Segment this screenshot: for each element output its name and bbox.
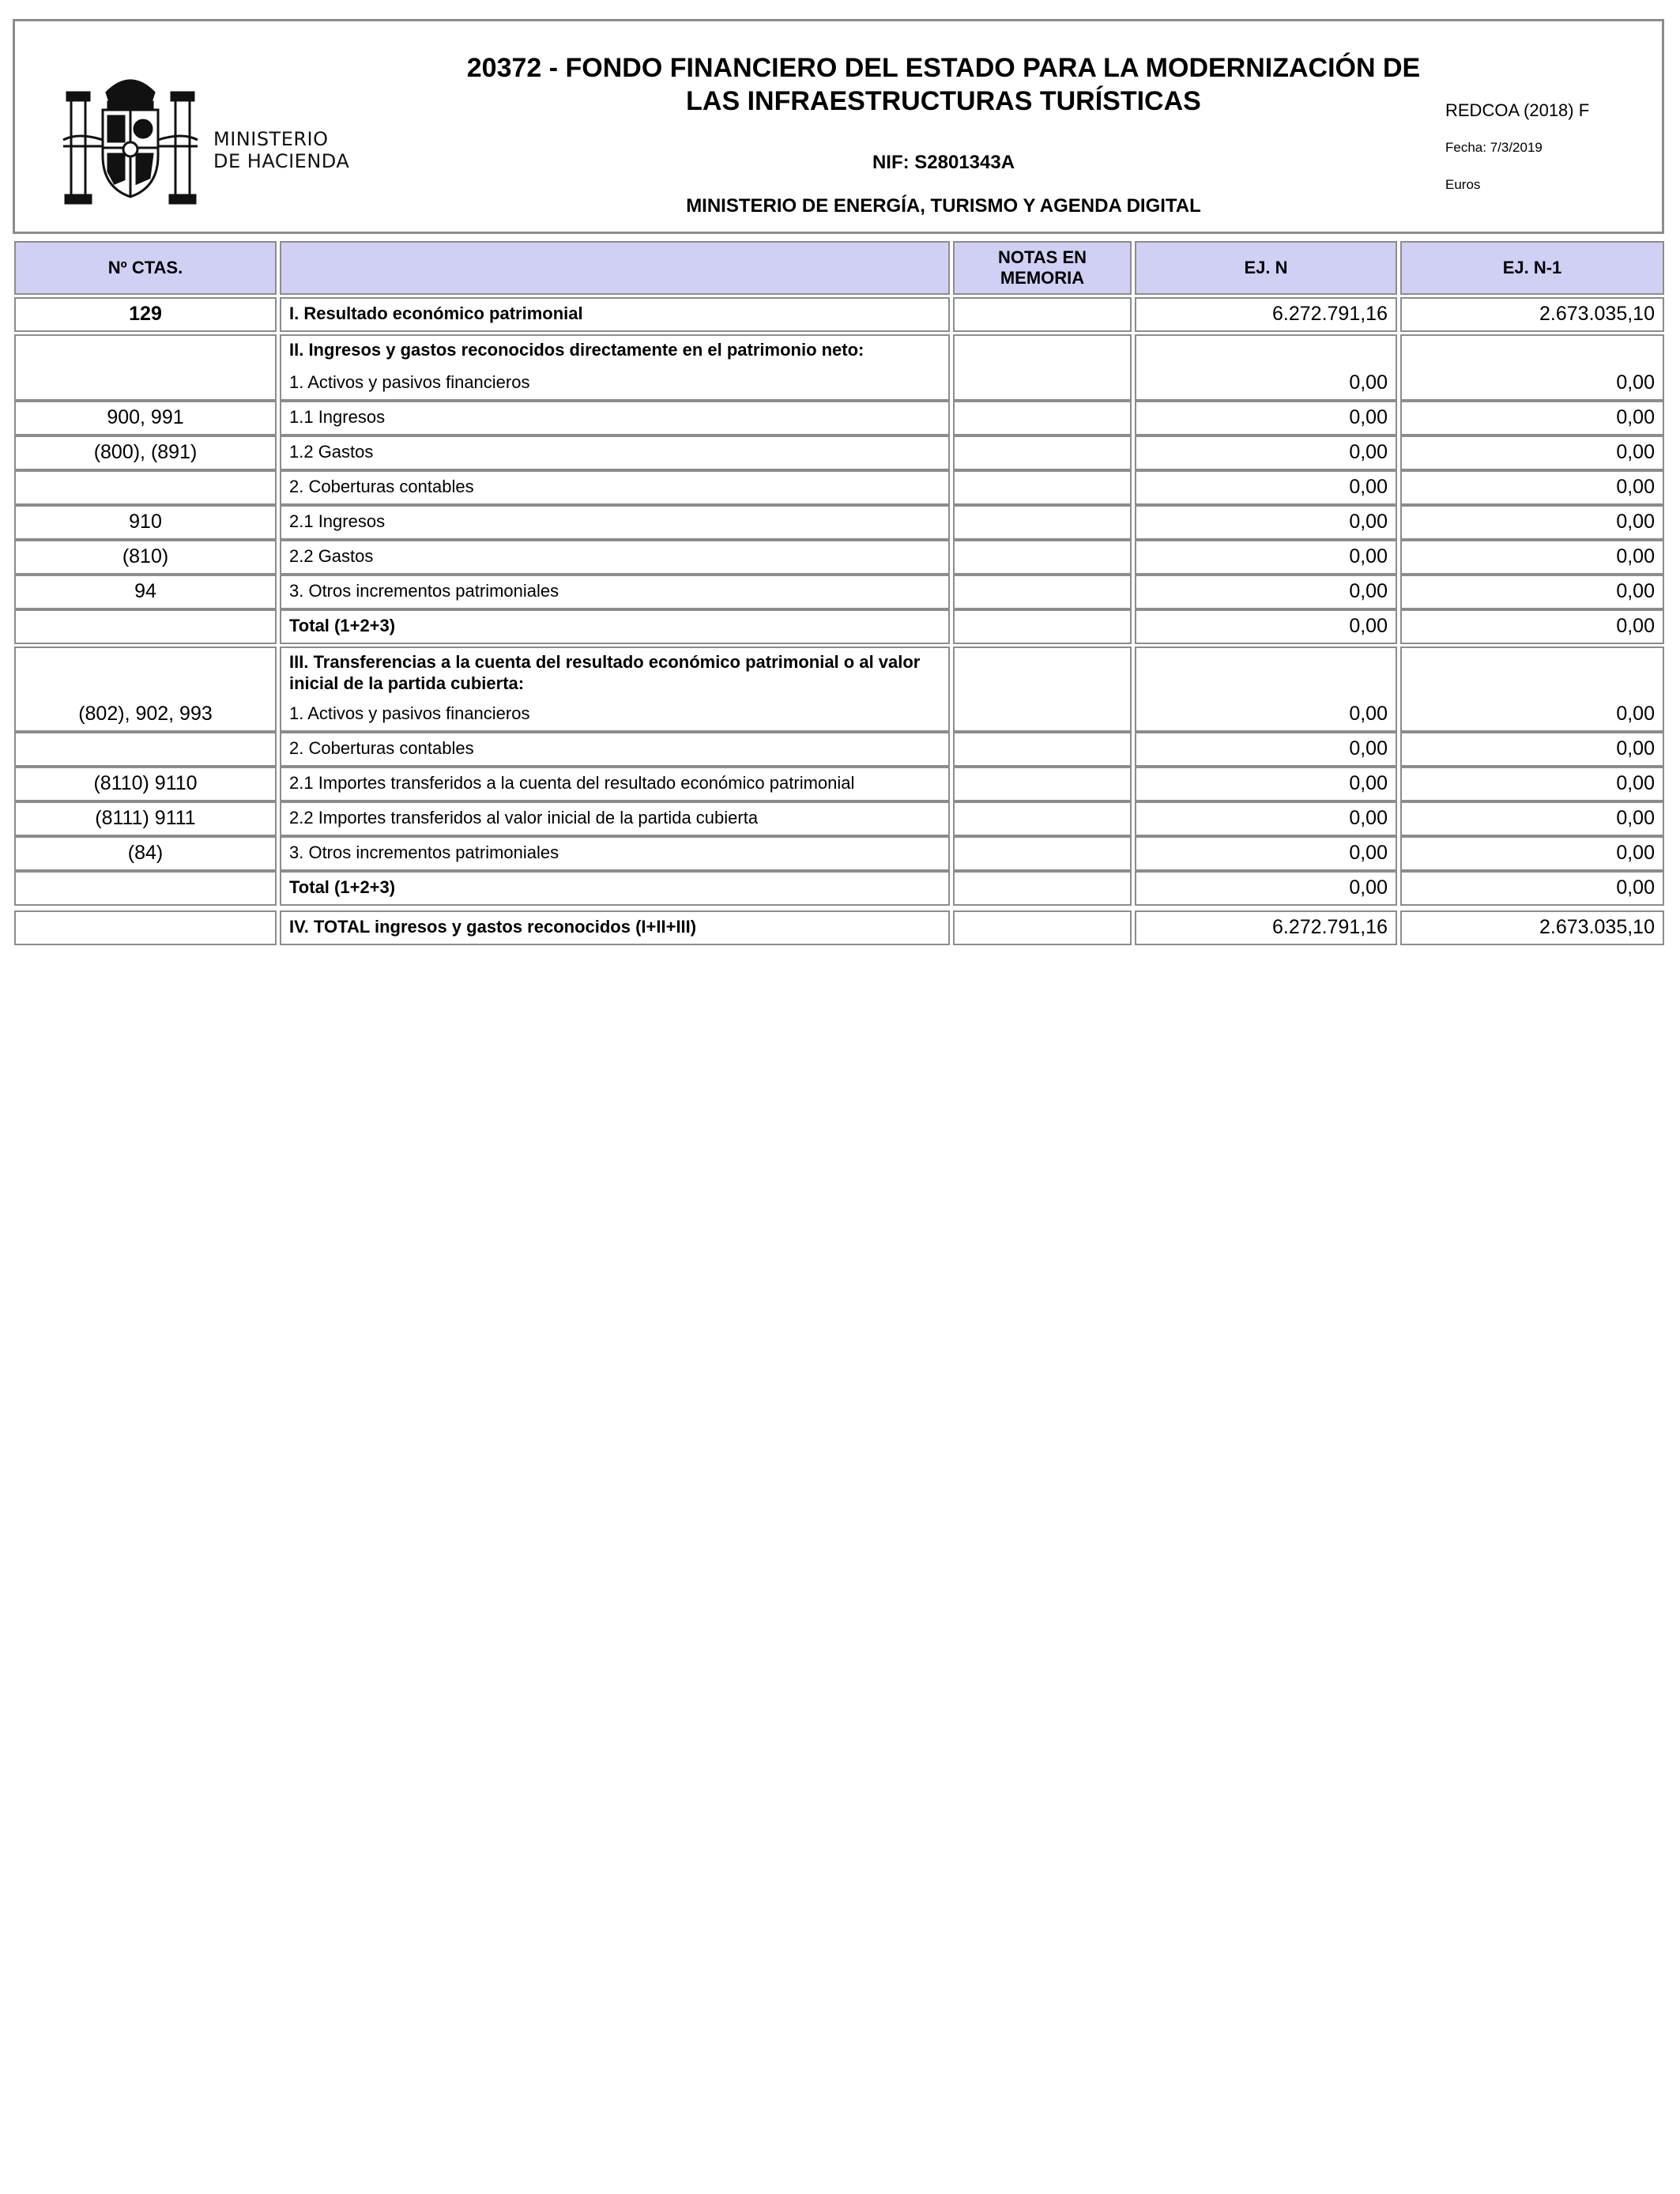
table-header-row [14,241,1664,295]
col-header-ej-n1: EJ. N-1 [1400,241,1664,295]
row-description: 3. Otros incrementos patrimoniales [289,843,559,862]
col-header-accounts: Nº CTAS. [14,241,277,295]
table-row [14,871,1664,906]
account-code: 900, 991 [107,406,184,428]
col-header-notes [953,241,1132,295]
row-description: 2. Coberturas contables [289,477,474,496]
row-description: I. Resultado económico patrimonial [289,303,583,323]
account-code: (802), 902, 993 [78,703,213,725]
table-row [14,732,1664,767]
ministry-name [213,128,349,172]
notes-header-text: NOTAS EN MEMORIA [997,247,1087,288]
notes-cell [953,836,1132,871]
section-heading: II. Ingresos y gastos reconocidos directamente en el patrimonio neto: [289,340,864,360]
value-ej-n: 0,00 [1349,441,1388,463]
table-row [14,575,1664,609]
notes-cell [953,647,1132,732]
row-description: 3. Otros incrementos patrimoniales [289,581,559,601]
value-ej-n: 0,00 [1349,371,1388,394]
table-row [14,647,1664,732]
account-code: (810) [122,545,169,567]
notes-cell [953,334,1132,401]
account-code: 910 [129,511,162,533]
ministerio-label: MINISTERIO DE ENERGÍA, TURISMO Y AGENDA DIGITAL [686,195,1201,217]
value-ej-n: 6.272.791,16 [1272,303,1388,325]
table-row [14,401,1664,435]
row-description: IV. TOTAL ingresos y gastos reconocidos (I+II+III) [289,917,697,937]
row-description: 2.2 Importes transferidos al valor inicial de la partida cubierta [289,808,759,827]
row-description: 1.2 Gastos [289,442,374,462]
coat-of-arms-icon [59,61,202,211]
value-ej-n1: 0,00 [1616,772,1655,794]
value-ej-n: 0,00 [1349,842,1388,864]
value-ej-n1: 0,00 [1616,615,1655,637]
notes-cell [953,297,1132,332]
value-ej-n: 0,00 [1349,545,1388,567]
value-ej-n1: 0,00 [1616,703,1655,725]
title-line1: 20372 - FONDO FINANCIERO DEL ESTADO PARA LA MODERNIZACIÓN DE [466,53,1421,83]
value-ej-n: 0,00 [1349,615,1388,637]
date-label: Fecha: 7/3/2019 [1445,140,1543,155]
value-ej-n: 6.272.791,16 [1272,916,1388,938]
value-ej-n1: 0,00 [1616,441,1655,463]
account-code: (8111) 9111 [95,807,196,829]
ministry-name-line1: MINISTERIO [213,128,329,150]
table-row [14,767,1664,801]
value-ej-n: 0,00 [1349,580,1388,602]
row-description: 2.1 Importes transferidos a la cuenta del resultado económico patrimonial [289,773,855,793]
notes-cell [953,871,1132,906]
value-ej-n: 0,00 [1349,807,1388,829]
row-description: 2. Coberturas contables [289,738,474,758]
account-code: 129 [129,303,162,325]
notes-cell [953,505,1132,540]
account-code: (84) [127,842,164,864]
value-ej-n1: 0,00 [1616,842,1655,864]
value-ej-n1: 0,00 [1616,737,1655,760]
notes-cell [953,910,1132,945]
row-description: 2.2 Gastos [289,546,374,566]
row-description: 2.1 Ingresos [289,511,386,531]
notes-cell [953,401,1132,435]
statement-table [14,241,1664,945]
table-row [14,435,1664,470]
value-ej-n: 0,00 [1349,406,1388,428]
table-row [14,334,1664,401]
section-heading: III. Transferencias a la cuenta del resultado económico patrimonial o al valor inicial de la partida cubierta: [289,652,921,693]
table-row [14,540,1664,575]
value-ej-n1: 0,00 [1616,545,1655,567]
value-ej-n1: 2.673.035,10 [1539,303,1655,325]
notes-cell [953,575,1132,609]
row-description: 1.1 Ingresos [289,407,386,427]
table-row-total [14,910,1664,945]
ministry-logo [59,61,360,219]
table-row [14,801,1664,836]
notes-cell [953,801,1132,836]
table-row [14,505,1664,540]
notes-cell [953,767,1132,801]
table-row [14,836,1664,871]
document-header [13,19,1664,234]
value-ej-n1: 0,00 [1616,371,1655,394]
account-code: (800), (891) [93,441,198,463]
row-description: 1. Activos y pasivos financieros [289,703,530,723]
account-code: 94 [134,580,156,602]
row-description: Total (1+2+3) [289,616,396,635]
value-ej-n: 0,00 [1349,511,1388,533]
notes-cell [953,732,1132,767]
currency-label: Euros [1445,177,1481,192]
title-line2: LAS INFRAESTRUCTURAS TURÍSTICAS [686,86,1201,116]
notes-cell [953,540,1132,575]
col-header-description [280,241,950,295]
value-ej-n: 0,00 [1349,772,1388,794]
value-ej-n1: 0,00 [1616,406,1655,428]
value-ej-n1: 2.673.035,10 [1539,916,1655,938]
nif-label: NIF: S2801343A [872,152,1015,173]
value-ej-n1: 0,00 [1616,580,1655,602]
value-ej-n1: 0,00 [1616,511,1655,533]
notes-cell [953,609,1132,644]
ministry-name-line2: DE HACIENDA [213,150,350,172]
value-ej-n: 0,00 [1349,876,1388,899]
account-code: (8110) 9110 [93,772,198,794]
value-ej-n1: 0,00 [1616,876,1655,899]
notes-cell [953,435,1132,470]
row-description: Total (1+2+3) [289,877,396,897]
value-ej-n1: 0,00 [1616,476,1655,498]
document-title [410,51,1477,118]
redcoa-label: REDCOA (2018) F [1445,100,1590,120]
value-ej-n: 0,00 [1349,703,1388,725]
col-header-ej-n: EJ. N [1135,241,1397,295]
table-row [14,297,1664,332]
value-ej-n: 0,00 [1349,476,1388,498]
row-description: 1. Activos y pasivos financieros [289,372,530,392]
notes-cell [953,470,1132,505]
table-row [14,609,1664,644]
value-ej-n: 0,00 [1349,737,1388,760]
table-row [14,470,1664,505]
value-ej-n1: 0,00 [1616,807,1655,829]
